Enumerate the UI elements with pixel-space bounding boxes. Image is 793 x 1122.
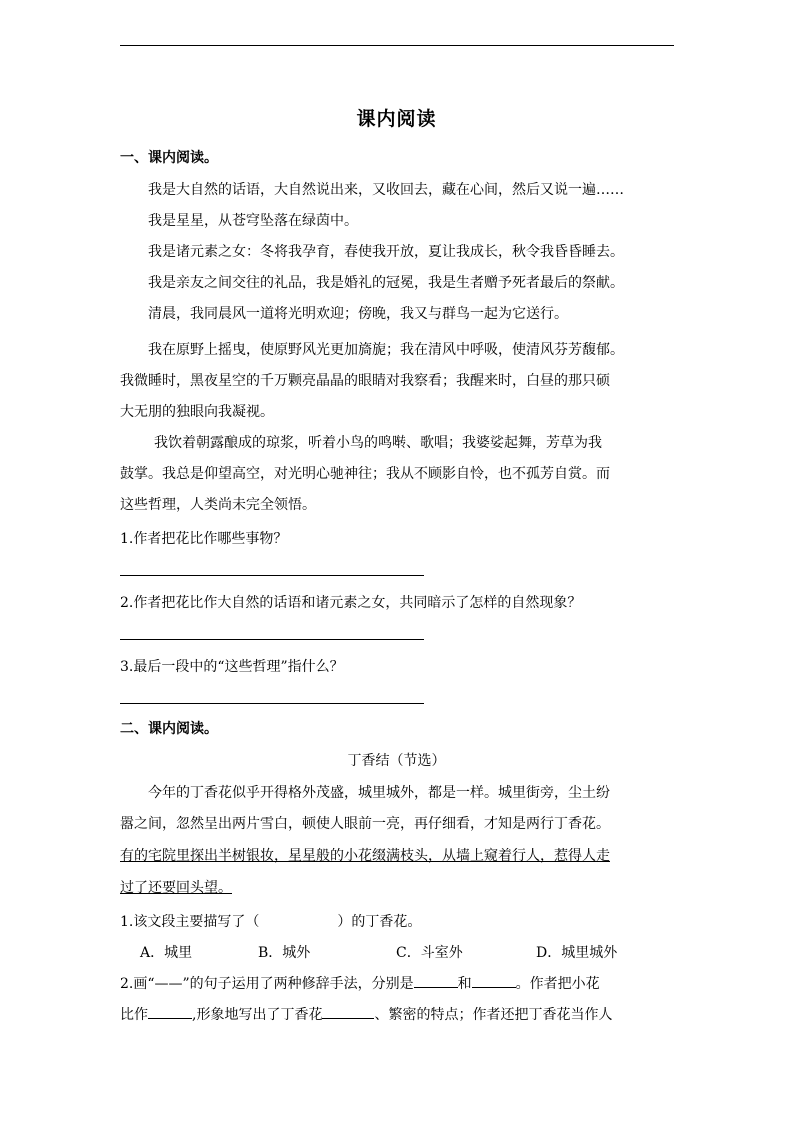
question2-2-text: 和 — [457, 976, 472, 992]
question2-2-text: ,形象地写出了丁香花 — [192, 1007, 323, 1023]
passage1-line: 大无朋的独眼向我凝视。 — [120, 404, 274, 420]
answer-line-1[interactable] — [120, 575, 424, 576]
answer-line-2[interactable] — [120, 639, 424, 640]
option-a[interactable]: A．城里 — [140, 945, 193, 961]
rhetoric-blank-1[interactable] — [414, 973, 458, 988]
question2-2-line1 — [120, 973, 600, 993]
question-1: 1.作者把花比作哪些事物？ — [120, 531, 288, 547]
question2-1-suffix: ）的丁香花。 — [337, 914, 422, 930]
section1-heading: 一、课内阅读。 — [120, 150, 218, 166]
passage1-line: 我饮着朝露酿成的琼浆，听着小鸟的鸣啭、歌唱；我婆娑起舞，芳草为我 — [154, 435, 602, 451]
passage2-underlined-line: 有的宅院里探出半树银妆，星星般的小花缀满枝头，从墙上窥着行人，惹得人走 — [120, 848, 610, 864]
passage1-line: 我微睡时，黑夜星空的千万颗亮晶晶的眼睛对我察看；我醒来时，白昼的那只硕 — [120, 373, 610, 389]
passage2-line: 嚣之间，忽然呈出两片雪白，顿使人眼前一亮，再仔细看，才知是两行丁香花。 — [120, 816, 610, 832]
question2-2-text: 、繁密的特点；作者还把丁香花当作人 — [374, 1007, 613, 1023]
option-d[interactable]: D．城里城外 — [536, 945, 618, 961]
passage2-line: 今年的丁香花似乎开得格外茂盛，城里城外，都是一样。城里街旁，尘土纷 — [148, 785, 610, 801]
passage1-line: 清晨，我同晨风一道将光明欢迎；傍晚，我又与群鸟一起为它送行。 — [148, 306, 568, 322]
metaphor-blank[interactable] — [148, 1004, 192, 1019]
section2-heading: 二、课内阅读。 — [120, 721, 218, 737]
option-b[interactable]: B．城外 — [258, 945, 311, 961]
feature-blank[interactable] — [322, 1004, 374, 1019]
question2-2-text: 比作 — [120, 1007, 148, 1023]
rhetoric-blank-2[interactable] — [472, 973, 516, 988]
question2-2-text: 2.画“——”的句子运用了两种修辞手法，分别是 — [120, 976, 414, 992]
passage1-line: 我在原野上摇曳，使原野风光更加旖旎；我在清风中呼吸，使清风芬芳馥郁。 — [148, 342, 624, 358]
passage2-underlined-line: 过了还要回头望。 — [120, 880, 232, 896]
passage2-title: 丁香结（节选） — [347, 753, 446, 769]
question2-2-text: 。作者把小花 — [515, 976, 600, 992]
passage1-line: 我是亲友之间交往的礼品，我是婚礼的冠冕，我是生者赠予死者最后的祭献。 — [148, 275, 624, 291]
question2-2-line2 — [120, 1004, 612, 1024]
question2-1-prefix: 1.该文段主要描写了（ — [120, 914, 260, 930]
passage1-line: 这些哲理，人类尚未完全领悟。 — [120, 497, 316, 513]
question-3: 3.最后一段中的“这些哲理”指什么？ — [120, 659, 344, 675]
header-rule — [120, 45, 674, 46]
option-c[interactable]: C．斗室外 — [396, 945, 463, 961]
answer-line-3[interactable] — [120, 703, 424, 704]
question2-1 — [120, 911, 421, 931]
passage1-line: 我是诸元素之女：冬将我孕育，春使我开放，夏让我成长，秋令我昏昏睡去。 — [148, 244, 624, 260]
question-2: 2.作者把花比作大自然的话语和诸元素之女，共同暗示了怎样的自然现象？ — [120, 595, 582, 611]
passage1-line: 鼓掌。我总是仰望高空，对光明心驰神往；我从不顾影自怜，也不孤芳自赏。而 — [120, 466, 610, 482]
passage1-line: 我是星星，从苍穹坠落在绿茵中。 — [148, 213, 358, 229]
page-title: 课内阅读 — [356, 108, 437, 130]
passage1-line: 我是大自然的话语，大自然说出来，又收回去，藏在心间，然后又说一遍…… — [148, 182, 624, 198]
